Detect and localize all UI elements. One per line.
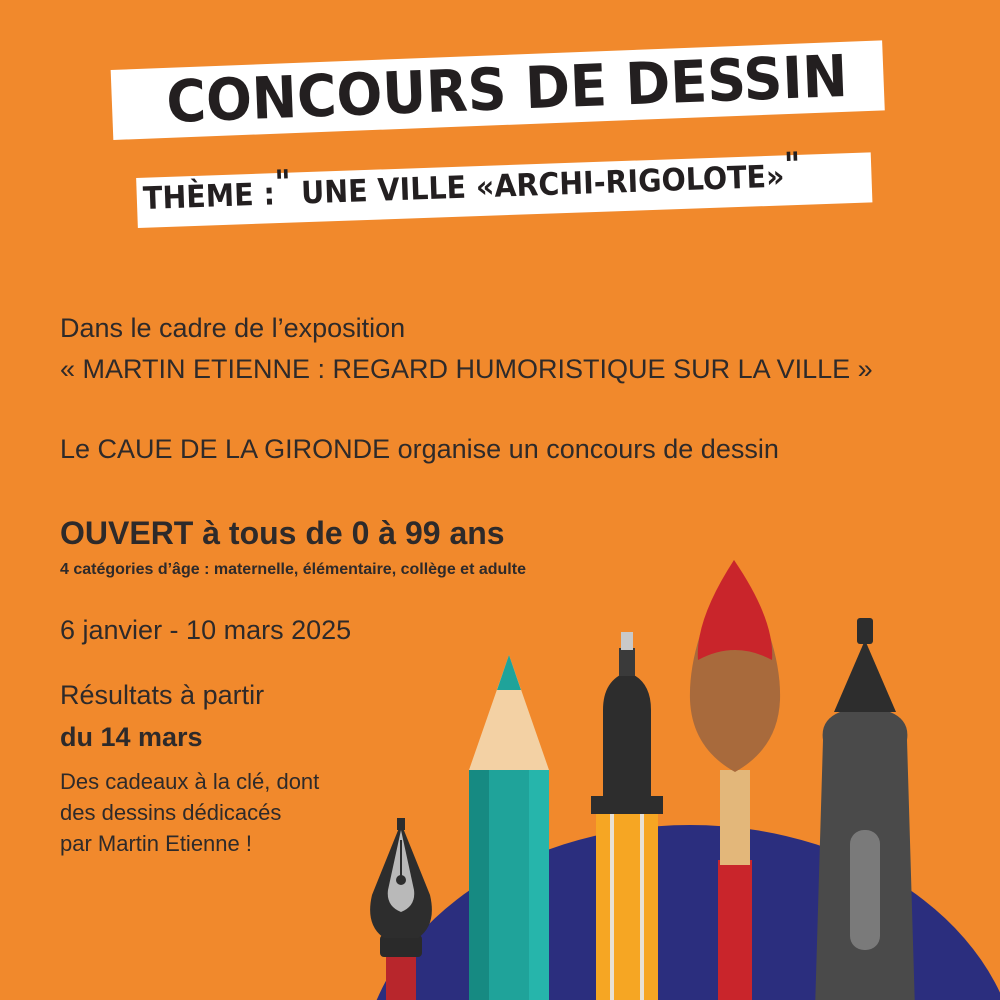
eligibility-heading: OUVERT à tous de 0 à 99 ans	[60, 515, 505, 551]
page-title: CONCOURS DE DESSIN	[165, 41, 849, 137]
gifts-line: par Martin Etienne !	[60, 831, 252, 856]
results-label: Résultats à partir	[60, 680, 265, 710]
marker-icon	[815, 618, 915, 1000]
gifts-line: des dessins dédicacés	[60, 800, 282, 825]
theme-prefix: THÈME :	[142, 176, 276, 217]
pencil-icon	[469, 655, 549, 1000]
age-categories: 4 catégories d’âge : maternelle, élémentaire, collège et adulte	[60, 561, 526, 578]
contest-dates: 6 janvier - 10 mars 2025	[60, 615, 352, 645]
felt-pen-icon	[591, 632, 663, 1000]
exhibition-name: « MARTIN ETIENNE : REGARD HUMORISTIQUE SUR LA VILLE »	[60, 354, 873, 384]
gifts-line: Des cadeaux à la clé, dont	[60, 769, 320, 794]
organizer-line: Le CAUE DE LA GIRONDE organise un concours de dessin	[60, 434, 779, 464]
theme-text: UNE VILLE «ARCHI-RIGOLOTE»	[300, 158, 786, 212]
theme-quote-open: "	[273, 162, 292, 204]
intro-line: Dans le cadre de l’exposition	[60, 313, 406, 343]
results-date: du 14 mars	[60, 722, 203, 752]
theme-quote-close: "	[783, 145, 802, 186]
